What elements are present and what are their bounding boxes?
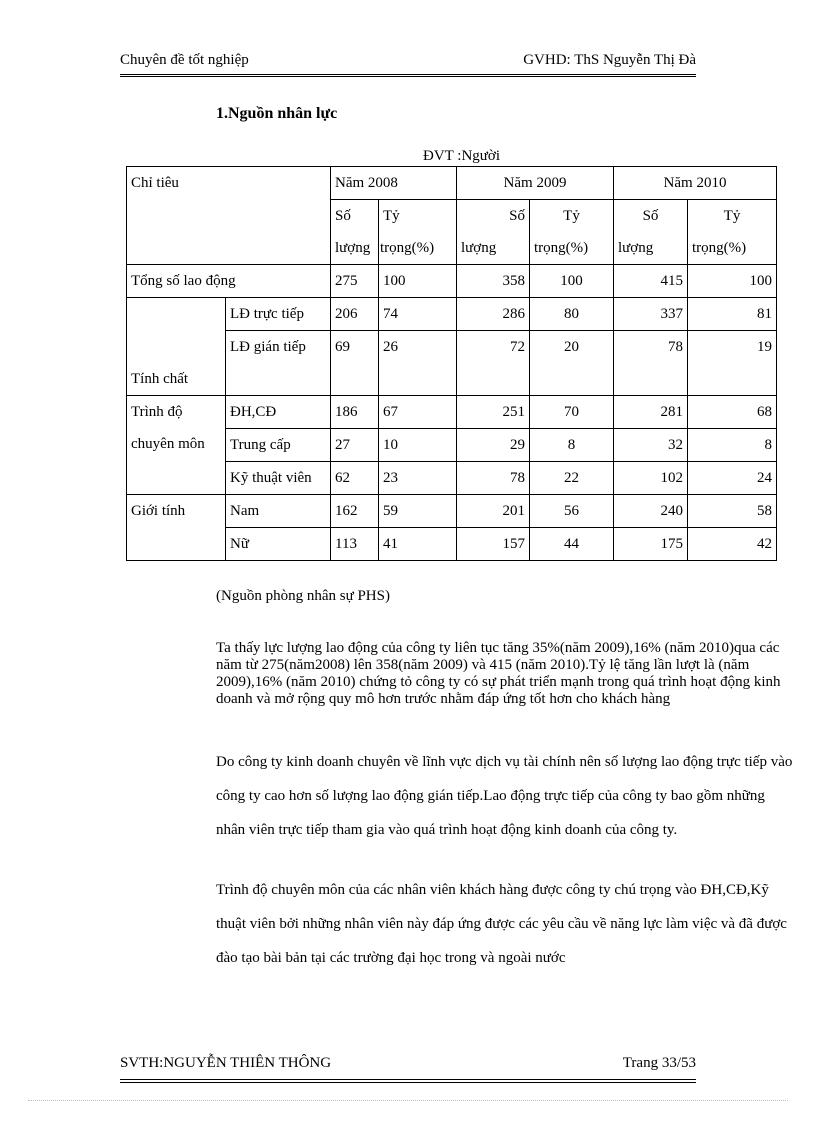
cell: 23 bbox=[379, 462, 457, 495]
year-2009: Năm 2009 bbox=[457, 167, 614, 200]
sub-pct: trọng(%) bbox=[530, 232, 614, 265]
page-number: Trang 33/53 bbox=[622, 1055, 696, 1071]
cell: 29 bbox=[457, 429, 530, 462]
cell: 19 bbox=[688, 331, 777, 396]
cell: 42 bbox=[688, 528, 777, 561]
cell: 72 bbox=[457, 331, 530, 396]
row-label: Kỹ thuật viên bbox=[226, 462, 331, 495]
row-label: Nữ bbox=[226, 528, 331, 561]
cell: 20 bbox=[530, 331, 614, 396]
cell: 32 bbox=[614, 429, 688, 462]
cell: 58 bbox=[688, 495, 777, 528]
cell: 80 bbox=[530, 298, 614, 331]
sub-pct: Tỷ bbox=[688, 200, 777, 233]
unit-label: ĐVT :Người bbox=[423, 148, 501, 164]
cell: 186 bbox=[331, 396, 379, 429]
cell: 8 bbox=[530, 429, 614, 462]
sub-qty: lượng bbox=[457, 232, 530, 265]
table-row bbox=[127, 265, 777, 298]
cell: 100 bbox=[530, 265, 614, 298]
cell: 62 bbox=[331, 462, 379, 495]
cell: 67 bbox=[379, 396, 457, 429]
cell: 102 bbox=[614, 462, 688, 495]
section-title: 1.Nguồn nhân lực bbox=[216, 105, 338, 122]
group-label: Tính chất bbox=[127, 298, 226, 396]
cell: 337 bbox=[614, 298, 688, 331]
cell: 78 bbox=[614, 331, 688, 396]
row-label: Tổng số lao động bbox=[127, 265, 331, 298]
cell: 26 bbox=[379, 331, 457, 396]
cell: 8 bbox=[688, 429, 777, 462]
sub-qty: Số bbox=[457, 200, 530, 233]
paragraph: Ta thấy lực lượng lao động của công ty liên tục tăng 35%(năm 2009),16% (năm 2010)qua các năm từ 275(năm2008) lên 358(năm 2009) và 415 (năm 2010).Tỷ lệ tăng lần lượt là (năm 2009),16% (năm 2010) chứng tỏ công ty có sự phát triển mạnh trong quá trình hoạt động kinh doanh và mở rộng quy mô hơn trước nhằm đáp ứng tốt hơn cho khách hàng bbox=[216, 640, 781, 707]
cell: 68 bbox=[688, 396, 777, 429]
cell: 415 bbox=[614, 265, 688, 298]
cell: 100 bbox=[688, 265, 777, 298]
cell: 275 bbox=[331, 265, 379, 298]
group-label: Trình độ chuyên môn bbox=[127, 396, 226, 495]
group-label: Giới tính bbox=[127, 495, 226, 561]
paragraph: Trình độ chuyên môn của các nhân viên khách hàng được công ty chú trọng vào ĐH,CĐ,Kỹ thuật viên bởi những nhân viên này đáp ứng được các yêu cầu về năng lực làm việc và đã được đào tạo bài bản tại các trường đại học trong và ngoài nước bbox=[216, 882, 787, 966]
row-label: Trung cấp bbox=[226, 429, 331, 462]
sub-qty: Số bbox=[614, 200, 688, 233]
cell: 201 bbox=[457, 495, 530, 528]
cell: 358 bbox=[457, 265, 530, 298]
cell: 157 bbox=[457, 528, 530, 561]
cell: 41 bbox=[379, 528, 457, 561]
cell: 27 bbox=[331, 429, 379, 462]
sub-pct: Tỷ bbox=[530, 200, 614, 233]
sub-qty: lượng bbox=[331, 232, 379, 265]
row-label: ĐH,CĐ bbox=[226, 396, 331, 429]
cell: 70 bbox=[530, 396, 614, 429]
year-2008: Năm 2008 bbox=[331, 167, 457, 200]
cell: 206 bbox=[331, 298, 379, 331]
footer-left: SVTH:NGUYỄN THIÊN THÔNG bbox=[120, 1055, 332, 1071]
cell: 10 bbox=[379, 429, 457, 462]
cell: 281 bbox=[614, 396, 688, 429]
sub-qty: lượng bbox=[614, 232, 688, 265]
cell: 59 bbox=[379, 495, 457, 528]
table-row bbox=[127, 396, 777, 429]
cell: 78 bbox=[457, 462, 530, 495]
sub-pct: trọng(%) bbox=[379, 232, 457, 265]
year-header-row bbox=[127, 167, 777, 200]
cell: 69 bbox=[331, 331, 379, 396]
row-label: Nam bbox=[226, 495, 331, 528]
cell: 56 bbox=[530, 495, 614, 528]
year-2010: Năm 2010 bbox=[614, 167, 777, 200]
col-label: Chỉ tiêu bbox=[127, 167, 331, 265]
sub-qty: Số bbox=[331, 200, 379, 233]
header-left: Chuyên đề tốt nghiệp bbox=[120, 52, 249, 68]
workforce-table bbox=[126, 166, 777, 561]
table-row bbox=[127, 495, 777, 528]
cell: 286 bbox=[457, 298, 530, 331]
cell: 74 bbox=[379, 298, 457, 331]
paragraph: Do công ty kinh doanh chuyên về lĩnh vực dịch vụ tài chính nên số lượng lao động trực tiếp vào công ty cao hơn số lượng lao động gián tiếp.Lao động trực tiếp của công ty bao gồm những nhân viên trực tiếp tham gia vào quá trình hoạt động kinh doanh của công ty. bbox=[216, 754, 793, 838]
page-edge-divider bbox=[28, 1100, 788, 1101]
header-right: GVHD: ThS Nguyễn Thị Đà bbox=[523, 52, 696, 68]
cell: 44 bbox=[530, 528, 614, 561]
row-label: LĐ gián tiếp bbox=[226, 331, 331, 396]
cell: 113 bbox=[331, 528, 379, 561]
cell: 175 bbox=[614, 528, 688, 561]
cell: 162 bbox=[331, 495, 379, 528]
table-row bbox=[127, 298, 777, 331]
footer-rule bbox=[120, 1079, 696, 1083]
cell: 81 bbox=[688, 298, 777, 331]
cell: 22 bbox=[530, 462, 614, 495]
cell: 100 bbox=[379, 265, 457, 298]
sub-pct: Tỷ bbox=[379, 200, 457, 233]
sub-pct: trọng(%) bbox=[688, 232, 777, 265]
cell: 24 bbox=[688, 462, 777, 495]
row-label: LĐ trực tiếp bbox=[226, 298, 331, 331]
cell: 251 bbox=[457, 396, 530, 429]
header-rule bbox=[120, 74, 696, 77]
source-note: (Nguồn phòng nhân sự PHS) bbox=[216, 588, 390, 604]
cell: 240 bbox=[614, 495, 688, 528]
